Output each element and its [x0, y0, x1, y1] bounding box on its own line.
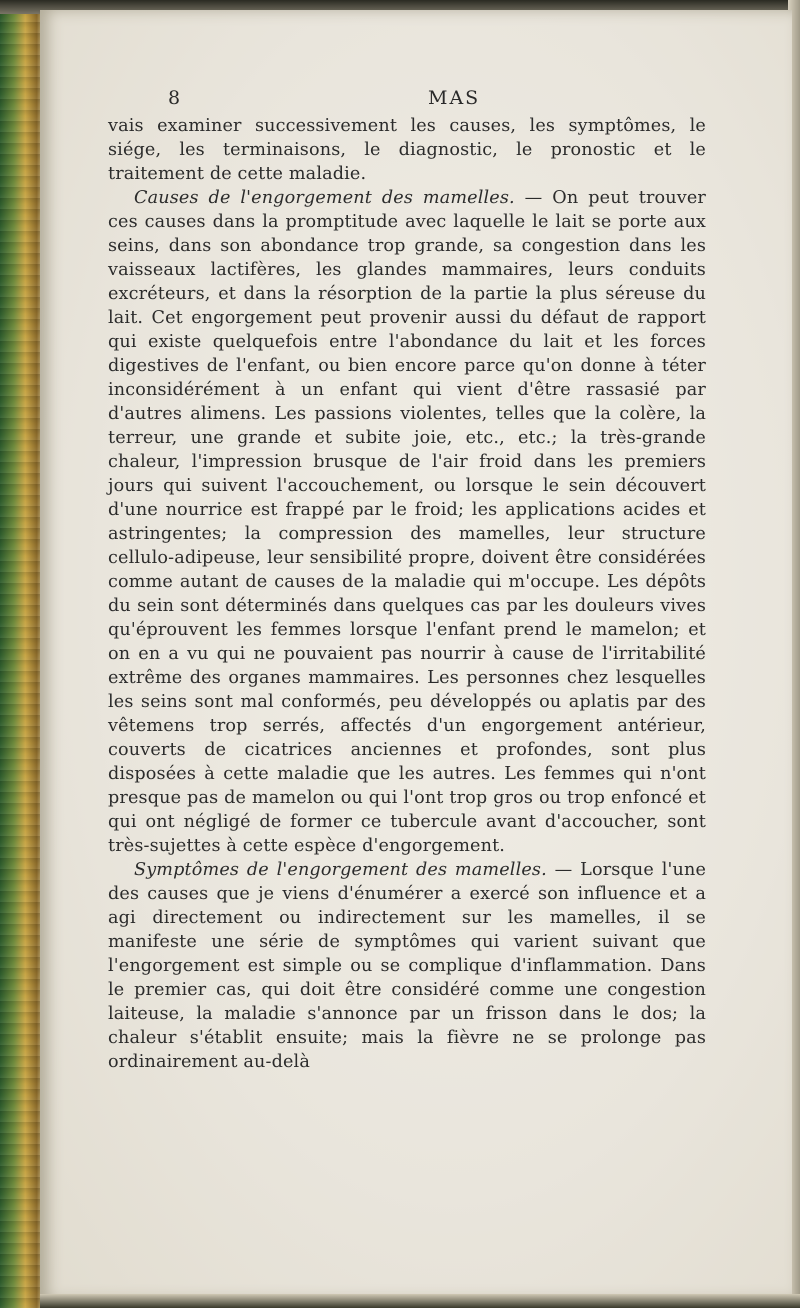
- paragraph-intro: [108, 114, 706, 186]
- section-heading: Symptômes de l'engorgement des mamelles.: [134, 860, 547, 880]
- bottom-edge: [40, 1294, 800, 1308]
- running-head: MAS: [428, 87, 481, 109]
- body-text: [108, 114, 706, 1074]
- page-header: [168, 87, 688, 113]
- paragraph-symptomes: [108, 858, 706, 1074]
- paragraph-causes: [108, 186, 706, 858]
- paragraph-text: — On peut trouver ces causes dans la promptitude avec laquelle le lait se porte aux seins, dans son abondance trop grande, sa congestion dans les vaisseaux lactifères, les glandes mammaires, leurs conduits excréteurs, et dans la résorption de la partie la plus séreuse du lait. Cet engorgement peut provenir aussi du défaut de rapport qui existe quelquefois entre l'abondance du lait et les forces digestives de l'enfant, ou bien encore parce qu'on donne à téter inconsidérément à un enfant qui vient d'être rassasié par d'autres alimens. Les passions violentes, telles que la colère, la terreur, une grande et subite joie, etc., etc.; la très-grande chaleur, l'impression brusque de l'air froid dans les premiers jours qui suivent l'accouchement, ou lorsque le sein découvert d'une nourrice est frappé par le froid; les applications acides et astringentes; la compression des mamelles, leur structure cellulo-adipeuse, leur sensibilité propre, doivent être considérées comme autant de causes de la maladie qui m'occupe. Les dépôts du sein sont déterminés dans quelques cas par les douleurs vives qu'éprouvent les femmes lorsque l'enfant prend le mamelon; et on en a vu qui ne pouvaient pas nourrir à cause de l'irritabilité extrême des organes mammaires. Les personnes chez lesquelles les seins sont mal conformés, peu développés ou aplatis par des vêtemens trop serrés, affectés d'un engorgement antérieur, couverts de cicatrices anciennes et profondes, sont plus disposées à cette maladie que les autres. Les femmes qui n'ont presque pas de mamelon ou qui l'ont trop gros ou trop enfoncé et qui ont négligé de former ce tubercule avant d'accoucher, sont très-sujettes à cette espèce d'engorgement.: [108, 188, 706, 856]
- section-heading: Causes de l'engorgement des mamelles.: [134, 188, 515, 208]
- paragraph-text: — Lorsque l'une des causes que je viens d'énumérer a exercé son influence et a agi directement ou indirectement sur les mamelles, il se manifeste une série de symptômes qui varient suivant que l'engorgement est simple ou se complique d'inflammation. Dans le premier cas, qui doit être considéré comme une congestion laiteuse, la maladie s'annonce par un frisson dans le dos; la chaleur s'établit ensuite; mais la fièvre ne se prolonge pas ordinairement au-delà: [108, 860, 707, 1072]
- paragraph-text: vais examiner successivement les causes, les symptômes, le siége, les terminaisons, le diagnostic, le pronostic et le traitement de cette maladie.: [108, 116, 706, 184]
- page-number: 8: [168, 87, 181, 109]
